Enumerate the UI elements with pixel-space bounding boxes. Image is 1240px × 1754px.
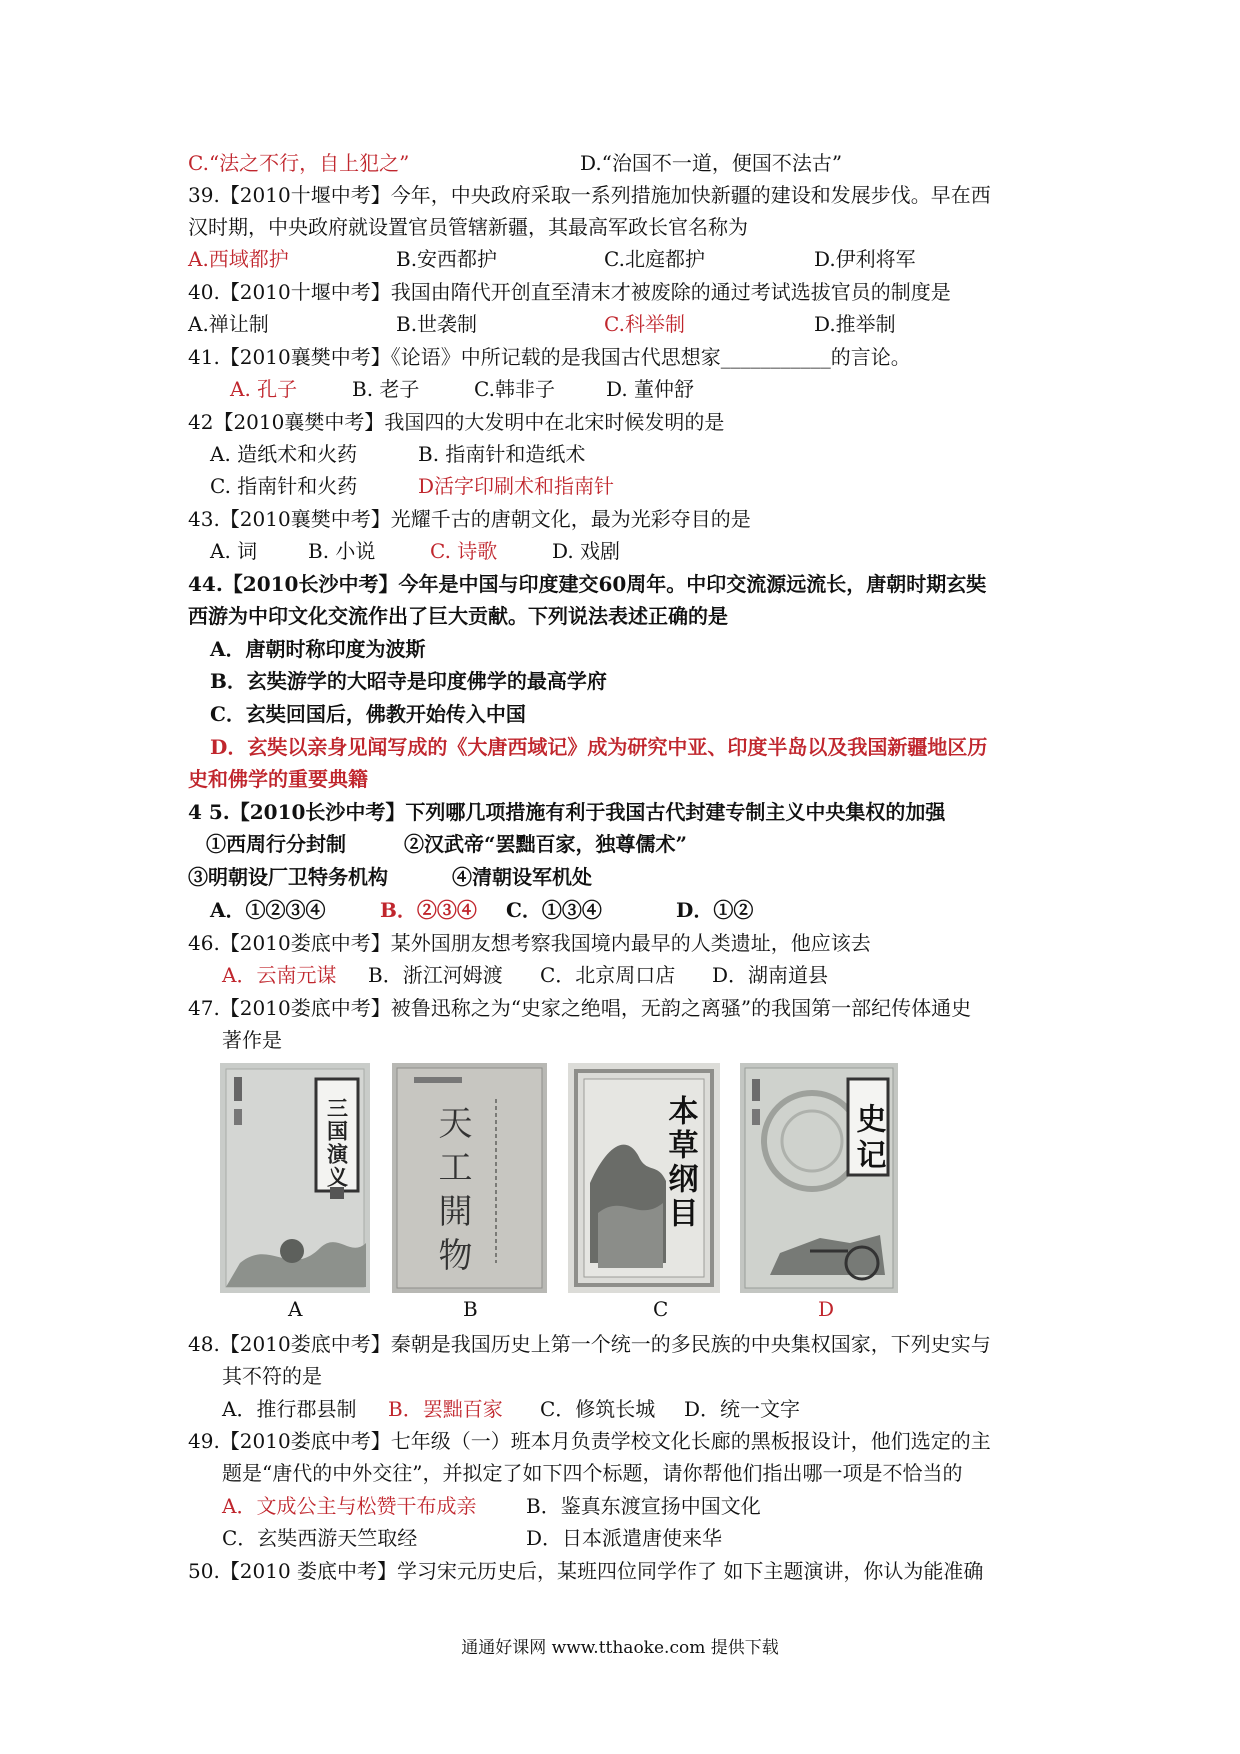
q47-stem-line1: 47.【2010娄底中考】被鲁迅称之为“史家之绝唱，无韵之离骚”的我国第一部纪传体通史 — [188, 996, 972, 1020]
q47-cover-b-label: B — [463, 1297, 478, 1321]
q47-cover-a-label: A — [288, 1297, 303, 1321]
q47-cover-d-title: 史记 — [850, 1103, 886, 1175]
q42-stem: 42【2010襄樊中考】我国四的大发明中在北宋时候发明的是 — [188, 410, 725, 434]
q44-option-d-line1: D．玄奘以亲身见闻写成的《大唐西域记》成为研究中亚、印度半岛以及我国新疆地区历 — [210, 735, 988, 759]
q45-item-2: ②汉武帝“罢黜百家，独尊儒术” — [404, 832, 688, 856]
q45-option-c: C．①③④ — [506, 898, 602, 922]
q45-item-1: ①西周行分封制 — [206, 832, 346, 856]
q49-option-d: D．日本派遣唐使来华 — [526, 1526, 723, 1550]
q41-option-d: D. 董仲舒 — [606, 377, 695, 401]
q40-option-a: A.禅让制 — [188, 312, 269, 336]
q47-stem-line2: 著作是 — [222, 1028, 282, 1052]
q43-stem: 43.【2010襄樊中考】光耀千古的唐朝文化，最为光彩夺目的是 — [188, 507, 751, 531]
q42-option-d: D活字印刷术和指南针 — [418, 474, 615, 498]
q39-stem-line1: 39.【2010十堰中考】今年，中央政府采取一系列措施加快新疆的建设和发展步伐。早在西 — [188, 183, 991, 207]
q47-cover-b-title: 天工開物 — [432, 1105, 472, 1281]
q45-stem: 4 5.【2010长沙中考】下列哪几项措施有利于我国古代封建专制主义中央集权的加强 — [188, 800, 946, 824]
q49-option-b: B．鉴真东渡宣扬中国文化 — [526, 1494, 761, 1518]
q47-cover-c-label: C — [653, 1297, 669, 1321]
q48-stem-line2: 其不符的是 — [222, 1364, 322, 1388]
q47-cover-c — [568, 1063, 720, 1293]
q48-stem-line1: 48.【2010娄底中考】秦朝是我国历史上第一个统一的多民族的中央集权国家，下列史实与 — [188, 1332, 991, 1356]
q38-option-d: D.“治国不一道，便国不法古” — [580, 151, 843, 175]
q43-option-b: B. 小说 — [308, 539, 376, 563]
q43-option-d: D. 戏剧 — [552, 539, 621, 563]
q43-option-c: C. 诗歌 — [430, 539, 498, 563]
q48-option-d: D．统一文字 — [684, 1397, 801, 1421]
q41-option-a: A. 孔子 — [230, 377, 298, 401]
q48-option-c: C．修筑长城 — [540, 1397, 656, 1421]
q46-stem: 46.【2010娄底中考】某外国朋友想考察我国境内最早的人类遗址，他应该去 — [188, 931, 871, 955]
q48-option-a: A．推行郡县制 — [222, 1397, 357, 1421]
q42-option-c: C. 指南针和火药 — [210, 474, 358, 498]
page-footer: 通通好课网 www.tthaoke.com 提供下载 — [461, 1638, 779, 1658]
q39-option-c: C.北庭都护 — [604, 247, 705, 271]
q46-option-c: C．北京周口店 — [540, 963, 676, 987]
q46-option-a: A．云南元谋 — [222, 963, 337, 987]
q45-item-4: ④清朝设军机处 — [452, 865, 592, 889]
q40-option-b: B.世袭制 — [396, 312, 478, 336]
q47-book-covers — [220, 1063, 920, 1321]
q49-option-a: A．文成公主与松赞干布成亲 — [222, 1494, 477, 1518]
q47-cover-a — [220, 1063, 370, 1293]
q45-option-d: D．①② — [676, 898, 754, 922]
q41-option-b: B. 老子 — [352, 377, 420, 401]
q50-stem-line1: 50.【2010 娄底中考】学习宋元历史后，某班四位同学作了 如下主题演讲，你认为能准确 — [188, 1559, 984, 1583]
q49-stem-line1: 49.【2010娄底中考】七年级（一）班本月负责学校文化长廊的黑板报设计，他们选定的主 — [188, 1429, 991, 1453]
q46-option-d: D．湖南道县 — [712, 963, 829, 987]
q44-option-a: A．唐朝时称印度为波斯 — [210, 637, 426, 661]
q40-option-d: D.推举制 — [814, 312, 896, 336]
q47-cover-c-title: 本草纲目 — [662, 1095, 698, 1231]
q44-option-b: B．玄奘游学的大昭寺是印度佛学的最高学府 — [210, 669, 607, 693]
q41-stem: 41.【2010襄樊中考】《论语》中所记载的是我国古代思想家___________的言论。 — [188, 345, 911, 369]
q39-stem-line2: 汉时期，中央政府就设置官员管辖新疆，其最高军政长官名称为 — [188, 215, 748, 239]
q40-stem: 40.【2010十堰中考】我国由隋代开创直至清末才被废除的通过考试选拔官员的制度是 — [188, 280, 951, 304]
q47-cover-d — [740, 1063, 898, 1293]
q39-option-b: B.安西都护 — [396, 247, 498, 271]
q47-cover-b — [392, 1063, 547, 1293]
q47-cover-a-title: 三国演义 — [324, 1097, 350, 1189]
q38-option-c: C.“法之不行，自上犯之” — [188, 151, 410, 175]
q40-option-c: C.科举制 — [604, 312, 685, 336]
q39-option-a: A.西域都护 — [188, 247, 289, 271]
q49-stem-line2: 题是“唐代的中外交往”，并拟定了如下四个标题，请你帮他们指出哪一项是不恰当的 — [222, 1461, 963, 1485]
q43-option-a: A. 词 — [210, 539, 258, 563]
q44-stem-line1: 44.【2010长沙中考】今年是中国与印度建交60周年。中印交流源远流长，唐朝时期玄奘 — [188, 572, 987, 596]
q41-option-c: C.韩非子 — [474, 377, 555, 401]
q49-option-c: C．玄奘西游天竺取经 — [222, 1526, 418, 1550]
q45-item-3: ③明朝设厂卫特务机构 — [188, 865, 388, 889]
q39-option-d: D.伊利将军 — [814, 247, 916, 271]
q48-option-b: B．罢黜百家 — [388, 1397, 503, 1421]
q46-option-b: B．浙江河姆渡 — [368, 963, 503, 987]
q44-option-d-line2: 史和佛学的重要典籍 — [188, 767, 368, 791]
q45-option-b: B．②③④ — [380, 898, 477, 922]
q44-stem-line2: 西游为中印文化交流作出了巨大贡献。下列说法表述正确的是 — [188, 604, 728, 628]
q44-option-c: C．玄奘回国后，佛教开始传入中国 — [210, 702, 526, 726]
q47-cover-d-label: D — [818, 1297, 835, 1321]
q42-option-a: A. 造纸术和火药 — [210, 442, 358, 466]
q42-option-b: B. 指南针和造纸术 — [418, 442, 586, 466]
q45-option-a: A．①②③④ — [210, 898, 326, 922]
